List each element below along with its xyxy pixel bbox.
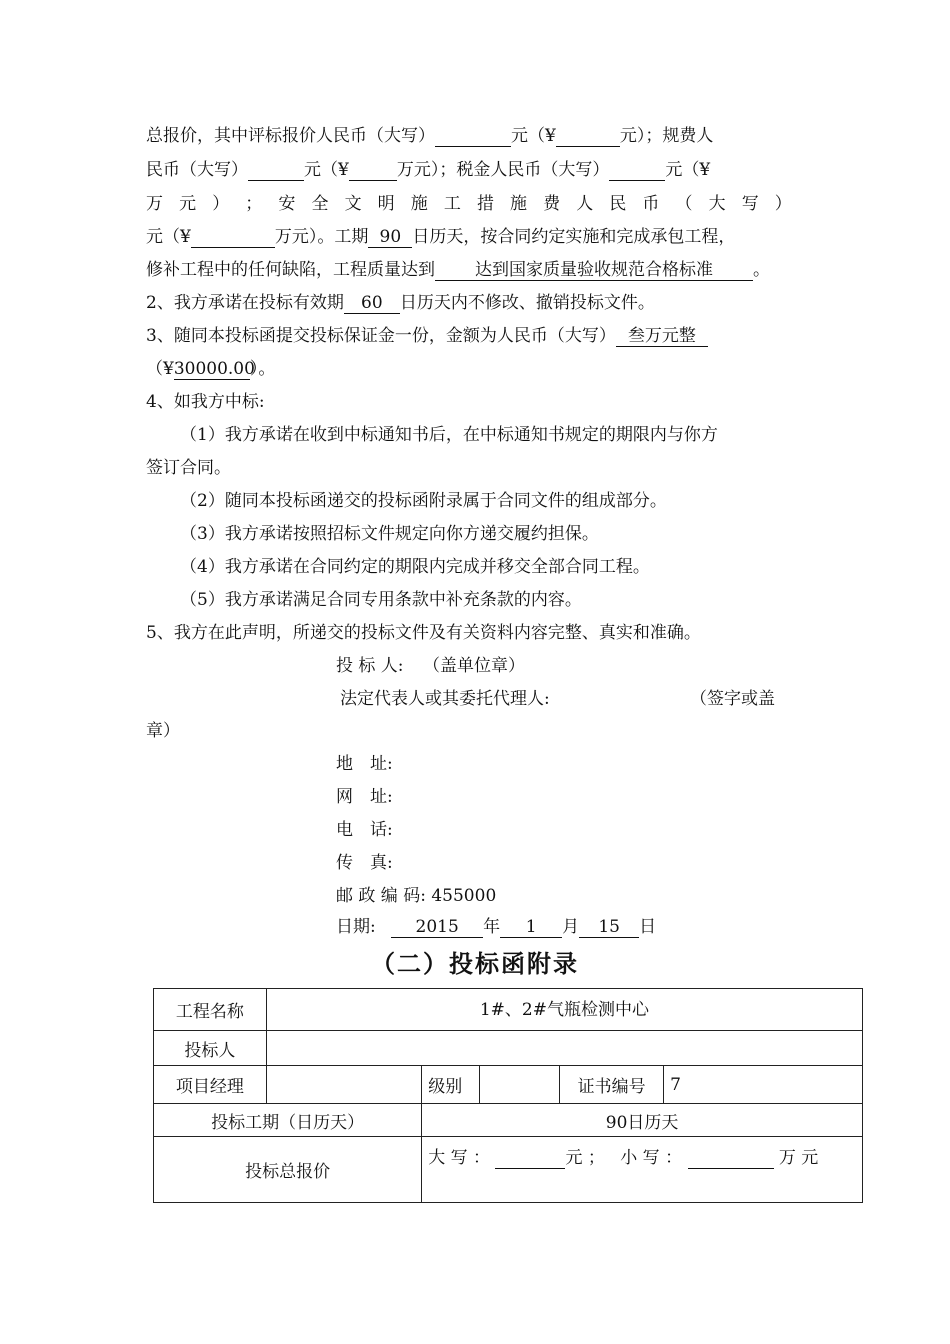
text: 万元）；税金人民币（大写） [396,160,610,180]
bidder-seal-note: （盖单位章） [422,656,525,676]
text: 民币（大写） [146,160,248,180]
price-words-unit: 元 ； [565,1148,605,1168]
item2-line [146,292,655,314]
bidder-label: 投 标 人: [336,656,404,676]
para1-line3 [146,193,792,215]
text: 万元）。工期 [274,227,369,247]
day-unit: 日 [639,917,657,937]
char: 币 [642,194,660,214]
text: 元（¥ [511,126,556,146]
blank-field [688,1148,774,1169]
grade-label: 级别 [422,1066,480,1104]
char: 人 [576,194,594,214]
item4-sub4: （4）我方承诺在合同约定的期限内完成并移交全部合同工程。 [180,557,650,577]
item4-heading: 4、如我方中标: [146,392,265,412]
item4-sub2: （2）随同本投标函递交的投标函附录属于合同文件的组成部分。 [180,491,667,511]
project-manager-value [266,1066,421,1104]
year-unit: 年 [483,917,501,937]
project-name-value: 1#、2#气瓶检测中心 [266,989,862,1031]
construction-period-label: 投标工期（日历天） [154,1104,422,1137]
text: ）。 [249,359,276,379]
representative-label: 法定代表人或其委托代理人: [340,689,550,709]
representative-sign-note: （签字或盖 [690,689,775,709]
grade-value [480,1066,560,1104]
representative-sign-note-cont: 章） [146,721,180,741]
char: ） [212,194,230,214]
para1-line4 [146,226,735,248]
para1-line5 [146,259,770,281]
website-label: 网 址: [336,787,393,807]
text: 元（¥ [146,227,191,247]
certificate-number-label: 证书编号 [560,1066,664,1104]
table-row [154,1031,863,1066]
char: ） [774,194,792,214]
table-row [154,1104,863,1137]
text: 元（¥ [304,160,349,180]
bidder-row-value [266,1031,862,1066]
blank-field [349,160,397,181]
date-day: 15 [579,917,639,938]
item3-line2 [146,358,275,380]
text: 日历天，按合同约定实施和完成承包工程， [412,227,736,247]
item4-sub5: （5）我方承诺满足合同专用条款中补充条款的内容。 [180,590,582,610]
address-label: 地 址: [336,754,393,774]
appendix-table [153,988,863,1203]
char: 大 [708,194,726,214]
bidder-signature-row [336,655,525,677]
validity-days: 60 [344,293,400,314]
char: 施 [510,194,528,214]
text: 日历天内不修改、撤销投标文件。 [399,293,655,313]
text: 2、我方承诺在投标有效期 [146,293,344,313]
construction-period-value: 90日历天 [422,1104,863,1137]
char: （ [675,194,693,214]
para1-line1 [146,125,713,147]
postcode-value: 455000 [431,886,497,906]
item4-sub1-cont: 签订合同。 [146,458,231,478]
bidder-row-label: 投标人 [154,1031,267,1066]
char: 文 [344,194,362,214]
char: 施 [410,194,428,214]
table-row [154,989,863,1031]
text: 总报价，其中评标报价人民币（大写） [146,126,435,146]
char: 费 [543,194,561,214]
text: （¥ [146,359,174,379]
date-month: 1 [500,917,562,938]
text: 修补工程中的任何缺陷，工程质量达到 [146,260,435,280]
blank-field [495,1148,565,1169]
price-number-unit: 万 元 [778,1148,819,1168]
char: 明 [377,194,395,214]
price-number-label: 小 写 ： [620,1148,683,1168]
date-year: 2015 [391,917,483,938]
item4-sub3: （3）我方承诺按照招标文件规定向你方递交履约担保。 [180,524,599,544]
blank-field [556,126,620,147]
text: 。 [753,260,770,280]
month-unit: 月 [562,917,580,937]
total-bid-price-label: 投标总报价 [154,1137,422,1203]
char: 措 [476,194,494,214]
char: ； [245,194,263,214]
fax-label: 传 真: [336,853,393,873]
para1-line2 [146,159,710,181]
char: 民 [609,194,627,214]
phone-label: 电 话: [336,820,393,840]
project-manager-label: 项目经理 [154,1066,267,1104]
postcode-row [336,885,496,907]
construction-days: 90 [368,227,412,248]
char: 全 [311,194,329,214]
item3-line1 [146,325,708,347]
text: 3、随同本投标函提交投标保证金一份，金额为人民币（大写） [146,326,616,346]
char: 写 [741,194,759,214]
project-name-label: 工程名称 [154,989,267,1031]
postcode-label: 邮 政 编 码: [336,886,426,906]
item4-sub1: （1）我方承诺在收到中标通知书后，在中标通知书规定的期限内与你方 [180,425,718,445]
char: 元 [179,194,197,214]
blank-field [435,126,511,147]
char: 安 [278,194,296,214]
blank-field [191,227,275,248]
certificate-number-value: 7 [664,1066,863,1104]
date-row [336,916,656,938]
text: 元（¥ [665,160,711,180]
price-words-label: 大 写 ： [428,1148,491,1168]
text: 元）；规费人 [619,126,714,146]
bond-amount-words: 叁万元整 [616,326,708,347]
quality-standard: 达到国家质量验收规范合格标准 [435,260,753,281]
appendix-title: （二）投标函附录 [371,950,579,978]
table-row [154,1066,863,1104]
char: 万 [146,194,163,214]
date-label: 日期: [336,917,376,937]
blank-field [609,160,665,181]
item5-line: 5、我方在此声明，所递交的投标文件及有关资料内容完整、真实和准确。 [146,623,701,643]
char: 工 [443,194,461,214]
blank-field [248,160,304,181]
total-bid-price-value [422,1137,863,1203]
table-row [154,1137,863,1203]
bond-amount-number: 30000.00 [173,359,255,379]
